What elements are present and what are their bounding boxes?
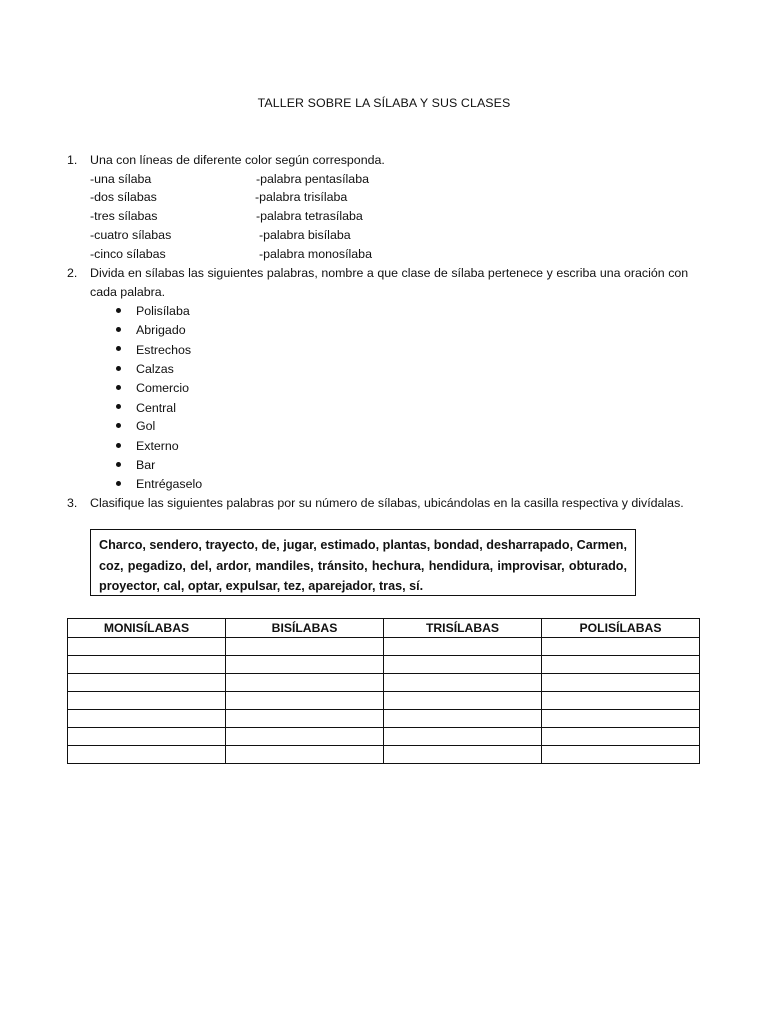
table-cell[interactable] xyxy=(226,728,384,746)
table-row xyxy=(68,710,700,728)
bullet-icon xyxy=(116,462,121,467)
column-header-monosilabas: MONISÍLABAS xyxy=(68,619,226,638)
bullet-icon xyxy=(116,346,121,351)
q1-right-item: -palabra pentasílaba xyxy=(256,172,369,186)
q1-number: 1. xyxy=(67,153,78,167)
q1-left-item: -una sílaba xyxy=(90,172,152,186)
bullet-icon xyxy=(116,443,121,448)
table-cell[interactable] xyxy=(384,746,542,764)
q1-right-item: -palabra bisílaba xyxy=(259,228,351,242)
table-row xyxy=(68,728,700,746)
q2-instruction-line1: Divida en sílabas las siguientes palabras, nombre a que clase de sílaba pertenece y escriba una oración con xyxy=(90,266,689,280)
classification-table xyxy=(67,618,700,764)
table-cell[interactable] xyxy=(226,674,384,692)
q2-word-item: Abrigado xyxy=(136,323,186,337)
table-cell[interactable] xyxy=(384,728,542,746)
q2-word-item: Polisílaba xyxy=(136,304,190,318)
page-title: TALLER SOBRE LA SÍLABA Y SUS CLASES xyxy=(257,96,511,110)
q1-left-item: -tres sílabas xyxy=(90,209,158,223)
table-cell[interactable] xyxy=(226,638,384,656)
column-header-polisilabas: POLISÍLABAS xyxy=(542,619,700,638)
table-cell[interactable] xyxy=(542,728,700,746)
table-cell[interactable] xyxy=(226,746,384,764)
bullet-icon xyxy=(116,366,121,371)
q2-number: 2. xyxy=(67,266,78,280)
table-cell[interactable] xyxy=(226,656,384,674)
table-cell[interactable] xyxy=(68,692,226,710)
q1-left-item: -dos sílabas xyxy=(90,190,157,204)
q2-word-item: Entrégaselo xyxy=(136,477,203,491)
table-header-row xyxy=(68,619,700,638)
q2-instruction-line2: cada palabra. xyxy=(90,285,166,299)
bullet-icon xyxy=(116,327,121,332)
bullet-icon xyxy=(116,385,121,390)
table-cell[interactable] xyxy=(384,656,542,674)
q1-instruction: Una con líneas de diferente color según corresponda. xyxy=(90,153,385,167)
q1-right-item: -palabra trisílaba xyxy=(255,190,348,204)
table-row xyxy=(68,638,700,656)
bullet-icon xyxy=(116,423,121,428)
table-cell[interactable] xyxy=(542,674,700,692)
table-cell[interactable] xyxy=(68,656,226,674)
q1-left-item: -cinco sílabas xyxy=(90,247,166,261)
table-cell[interactable] xyxy=(542,656,700,674)
q2-word-item: Calzas xyxy=(136,362,174,376)
bullet-icon xyxy=(116,308,121,313)
q2-word-item: Comercio xyxy=(136,381,190,395)
table-cell[interactable] xyxy=(384,692,542,710)
table-cell[interactable] xyxy=(542,638,700,656)
column-header-bisilabas: BISÍLABAS xyxy=(226,619,384,638)
q2-word-item: Bar xyxy=(136,458,156,472)
table-cell[interactable] xyxy=(68,728,226,746)
column-header-trisilabas: TRISÍLABAS xyxy=(384,619,542,638)
q1-right-item: -palabra monosílaba xyxy=(259,247,372,261)
table-cell[interactable] xyxy=(68,674,226,692)
bullet-icon xyxy=(116,481,121,486)
q1-left-item: -cuatro sílabas xyxy=(90,228,172,242)
table-cell[interactable] xyxy=(542,746,700,764)
bullet-icon xyxy=(116,404,121,409)
table-cell[interactable] xyxy=(68,638,226,656)
table-cell[interactable] xyxy=(226,710,384,728)
q2-word-item: Externo xyxy=(136,439,179,453)
q2-word-item: Estrechos xyxy=(136,343,192,357)
q2-word-item: Central xyxy=(136,401,176,415)
table-cell[interactable] xyxy=(384,638,542,656)
table-cell[interactable] xyxy=(542,692,700,710)
table-cell[interactable] xyxy=(384,710,542,728)
table-cell[interactable] xyxy=(542,710,700,728)
q1-right-item: -palabra tetrasílaba xyxy=(256,209,363,223)
table-row xyxy=(68,674,700,692)
table-row xyxy=(68,656,700,674)
word-list-box: Charco, sendero, trayecto, de, jugar, estimado, plantas, bondad, desharrapado, Carmen, coz, pegadizo, del, ardor, mandiles, tránsito, hechura, hendidura, improvisar, obturado, proyector, cal, optar, expulsar, tez, aparejador, tras, sí. xyxy=(90,529,636,596)
table-row xyxy=(68,692,700,710)
table-cell[interactable] xyxy=(68,710,226,728)
table-cell[interactable] xyxy=(384,674,542,692)
table-row xyxy=(68,746,700,764)
q3-instruction: Clasifique las siguientes palabras por su número de sílabas, ubicándolas en la casilla respectiva y divídalas. xyxy=(90,496,684,510)
q3-number: 3. xyxy=(67,496,78,510)
table-cell[interactable] xyxy=(226,692,384,710)
q2-word-item: Gol xyxy=(136,419,156,433)
table-cell[interactable] xyxy=(68,746,226,764)
